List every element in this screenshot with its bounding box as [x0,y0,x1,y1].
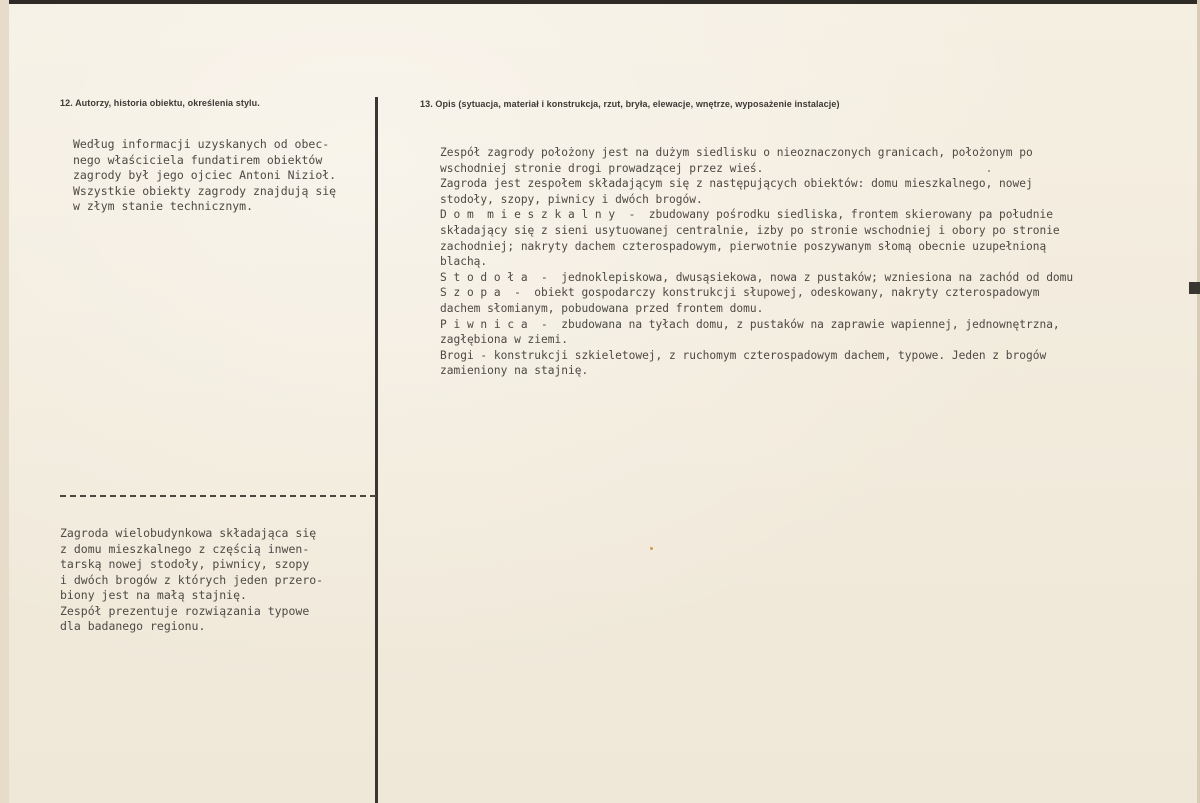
summary-line: biony jest na małą stajnię. [60,588,247,602]
description-line: Brogi - konstrukcji szkieletowej, z ruchomym czterospadowym dachem, typowe. Jeden z brogów [440,348,1047,362]
summary-line: Zagroda wielobudynkowa składająca się [60,526,317,540]
description-line: stodoły, szopy, piwnicy i dwóch brogów. [440,192,703,206]
section-13-heading: 13. Opis (sytuacja, materiał i konstrukcja, rzut, bryła, elewacje, wnętrze, wyposażenie instalacje) [420,99,840,109]
description-line: D o m m i e s z k a l n y - zbudowany pośrodku siedliska, frontem skierowany pa południe [440,208,1053,222]
history-text [73,137,336,215]
description-line: zagłębiona w ziemi. [440,333,568,347]
description-line: S z o p a - obiekt gospodarczy konstrukcji słupowej, odeskowany, nakryty czterospadowym [440,286,1040,300]
history-line: zagrody był jego ojciec Antoni Nizioł. [73,168,337,182]
description-line: Zespół zagrody położony jest na dużym siedlisku o nieoznaczonych granicach, położonym po [440,146,1033,159]
description-line: wschodniej stronie drogi prowadzącej przez wieś. [440,161,764,175]
summary-line: i dwóch brogów z których jeden przero- [60,572,324,587]
scan-top-edge [0,0,1200,4]
column-divider [375,97,378,803]
description-line: S t o d o ł a - jednoklepiskowa, dwusąsiekowa, nowa z pustaków; wzniesiona na zachód od domu [440,270,1074,284]
paper-speck [650,547,653,550]
description-line: dachem słomianym, pobudowana przed frontem domu. [440,301,764,315]
description-text [440,145,1073,379]
summary-line: z domu mieszkalnego z częścią inwen- [60,541,310,556]
description-line: P i w n i c a - zbudowana na tyłach domu, z pustaków na zaprawie wapiennej, jednownętrzna, [440,317,1060,331]
scan-left-edge [0,0,9,803]
history-line: nego właściciela fundatirem obiektów [73,152,323,167]
summary-line: tarską nowej stodoły, piwnicy, szopy [60,557,310,571]
description-line: zamieniony na stajnię. [440,364,589,378]
description-line: blachą. [440,255,488,269]
summary-line: Zespół prezentuje rozwiązania typowe [60,603,310,618]
history-line: Według informacji uzyskanych od obec- [73,137,330,151]
description-line: składający się z sieni usytuowanej centralnie, izby po stronie wschodniej i obory po stronie [440,223,1060,237]
history-line: Wszystkie obiekty zagrody znajdują się [73,183,337,198]
summary-line: dla badanego regionu. [60,619,206,633]
dashed-separator [60,495,376,497]
section-12-heading: 12. Autorzy, historia obiektu, określenia stylu. [60,98,260,108]
description-line: Zagroda jest zespołem składającym się z następujących obiektów: domu mieszkalnego, nowej [440,177,1033,191]
description-line: zachodniej; nakryty dachem czterospadowym, pierwotnie poszywanym słomą obecnie uzupełnioną [440,239,1047,253]
edge-mark [1189,282,1200,294]
history-line: w złym stanie technicznym. [73,199,254,213]
summary-text [60,526,323,635]
paper-speck [988,170,990,172]
